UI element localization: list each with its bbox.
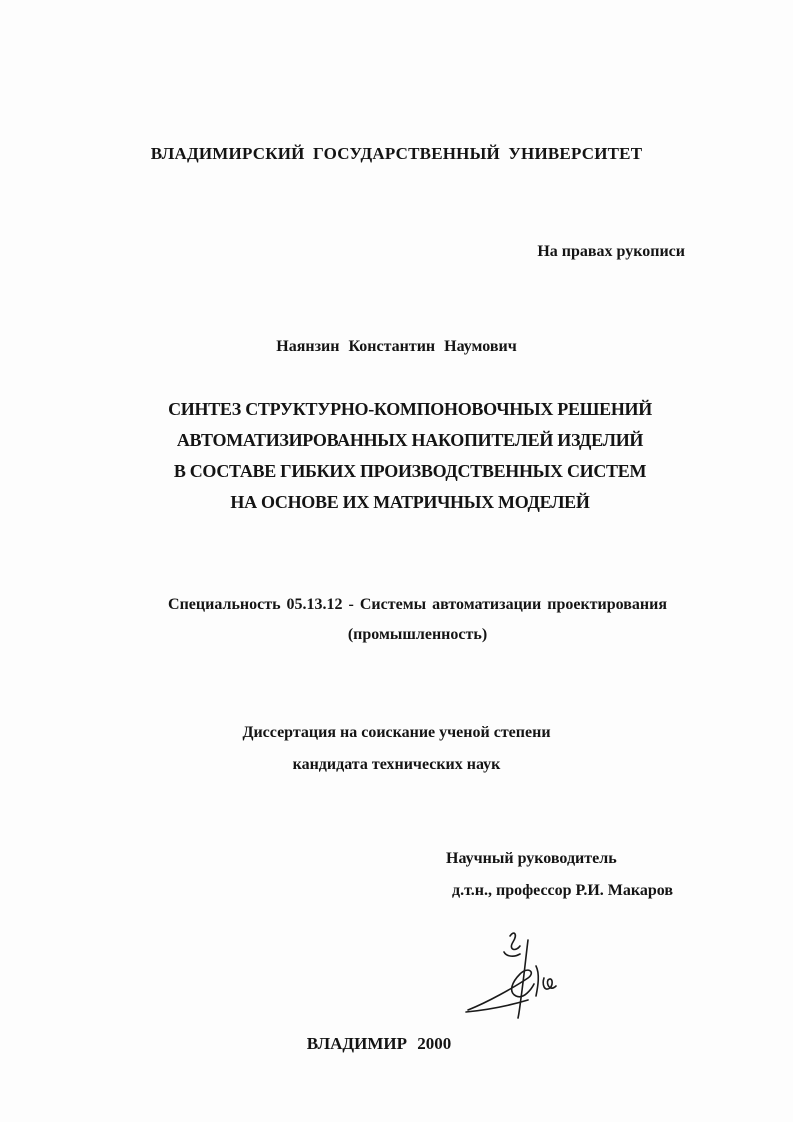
- city-year: ВЛАДИМИР 2000: [306, 1034, 452, 1053]
- degree-line: Диссертация на соискание ученой степени: [242, 724, 551, 741]
- specialty-field: (промышленность): [347, 626, 488, 643]
- specialty-line: Специальность 05.13.12 - Системы автоматизации проектирования: [168, 596, 667, 613]
- author-name: Наянзин Константин Наумович: [276, 338, 517, 355]
- degree-block: [0, 717, 793, 781]
- title-line: АВТОМАТИЗИРОВАННЫХ НАКОПИТЕЛЕЙ ИЗДЕЛИЙ: [176, 430, 644, 450]
- university-name: ВЛАДИМИРСКИЙ ГОСУДАРСТВЕННЫЙ УНИВЕРСИТЕТ: [150, 144, 643, 163]
- supervisor-role: Научный руководитель: [446, 850, 617, 867]
- dissertation-title: [0, 394, 793, 518]
- title-line: НА ОСНОВЕ ИХ МАТРИЧНЫХ МОДЕЛЕЙ: [230, 492, 590, 512]
- rights-note: На правах рукописи: [537, 243, 685, 260]
- title-line: В СОСТАВЕ ГИБКИХ ПРОИЗВОДСТВЕННЫХ СИСТЕМ: [173, 461, 647, 481]
- supervisor-name: д.т.н., профессор Р.И. Макаров: [452, 882, 673, 899]
- degree-name: кандидата технических наук: [292, 756, 501, 773]
- handwritten-signature-icon: [458, 926, 578, 1021]
- title-line: СИНТЕЗ СТРУКТУРНО-КОМПОНОВОЧНЫХ РЕШЕНИЙ: [168, 399, 652, 419]
- supervisor-block: [446, 843, 673, 907]
- specialty-block: [0, 590, 793, 650]
